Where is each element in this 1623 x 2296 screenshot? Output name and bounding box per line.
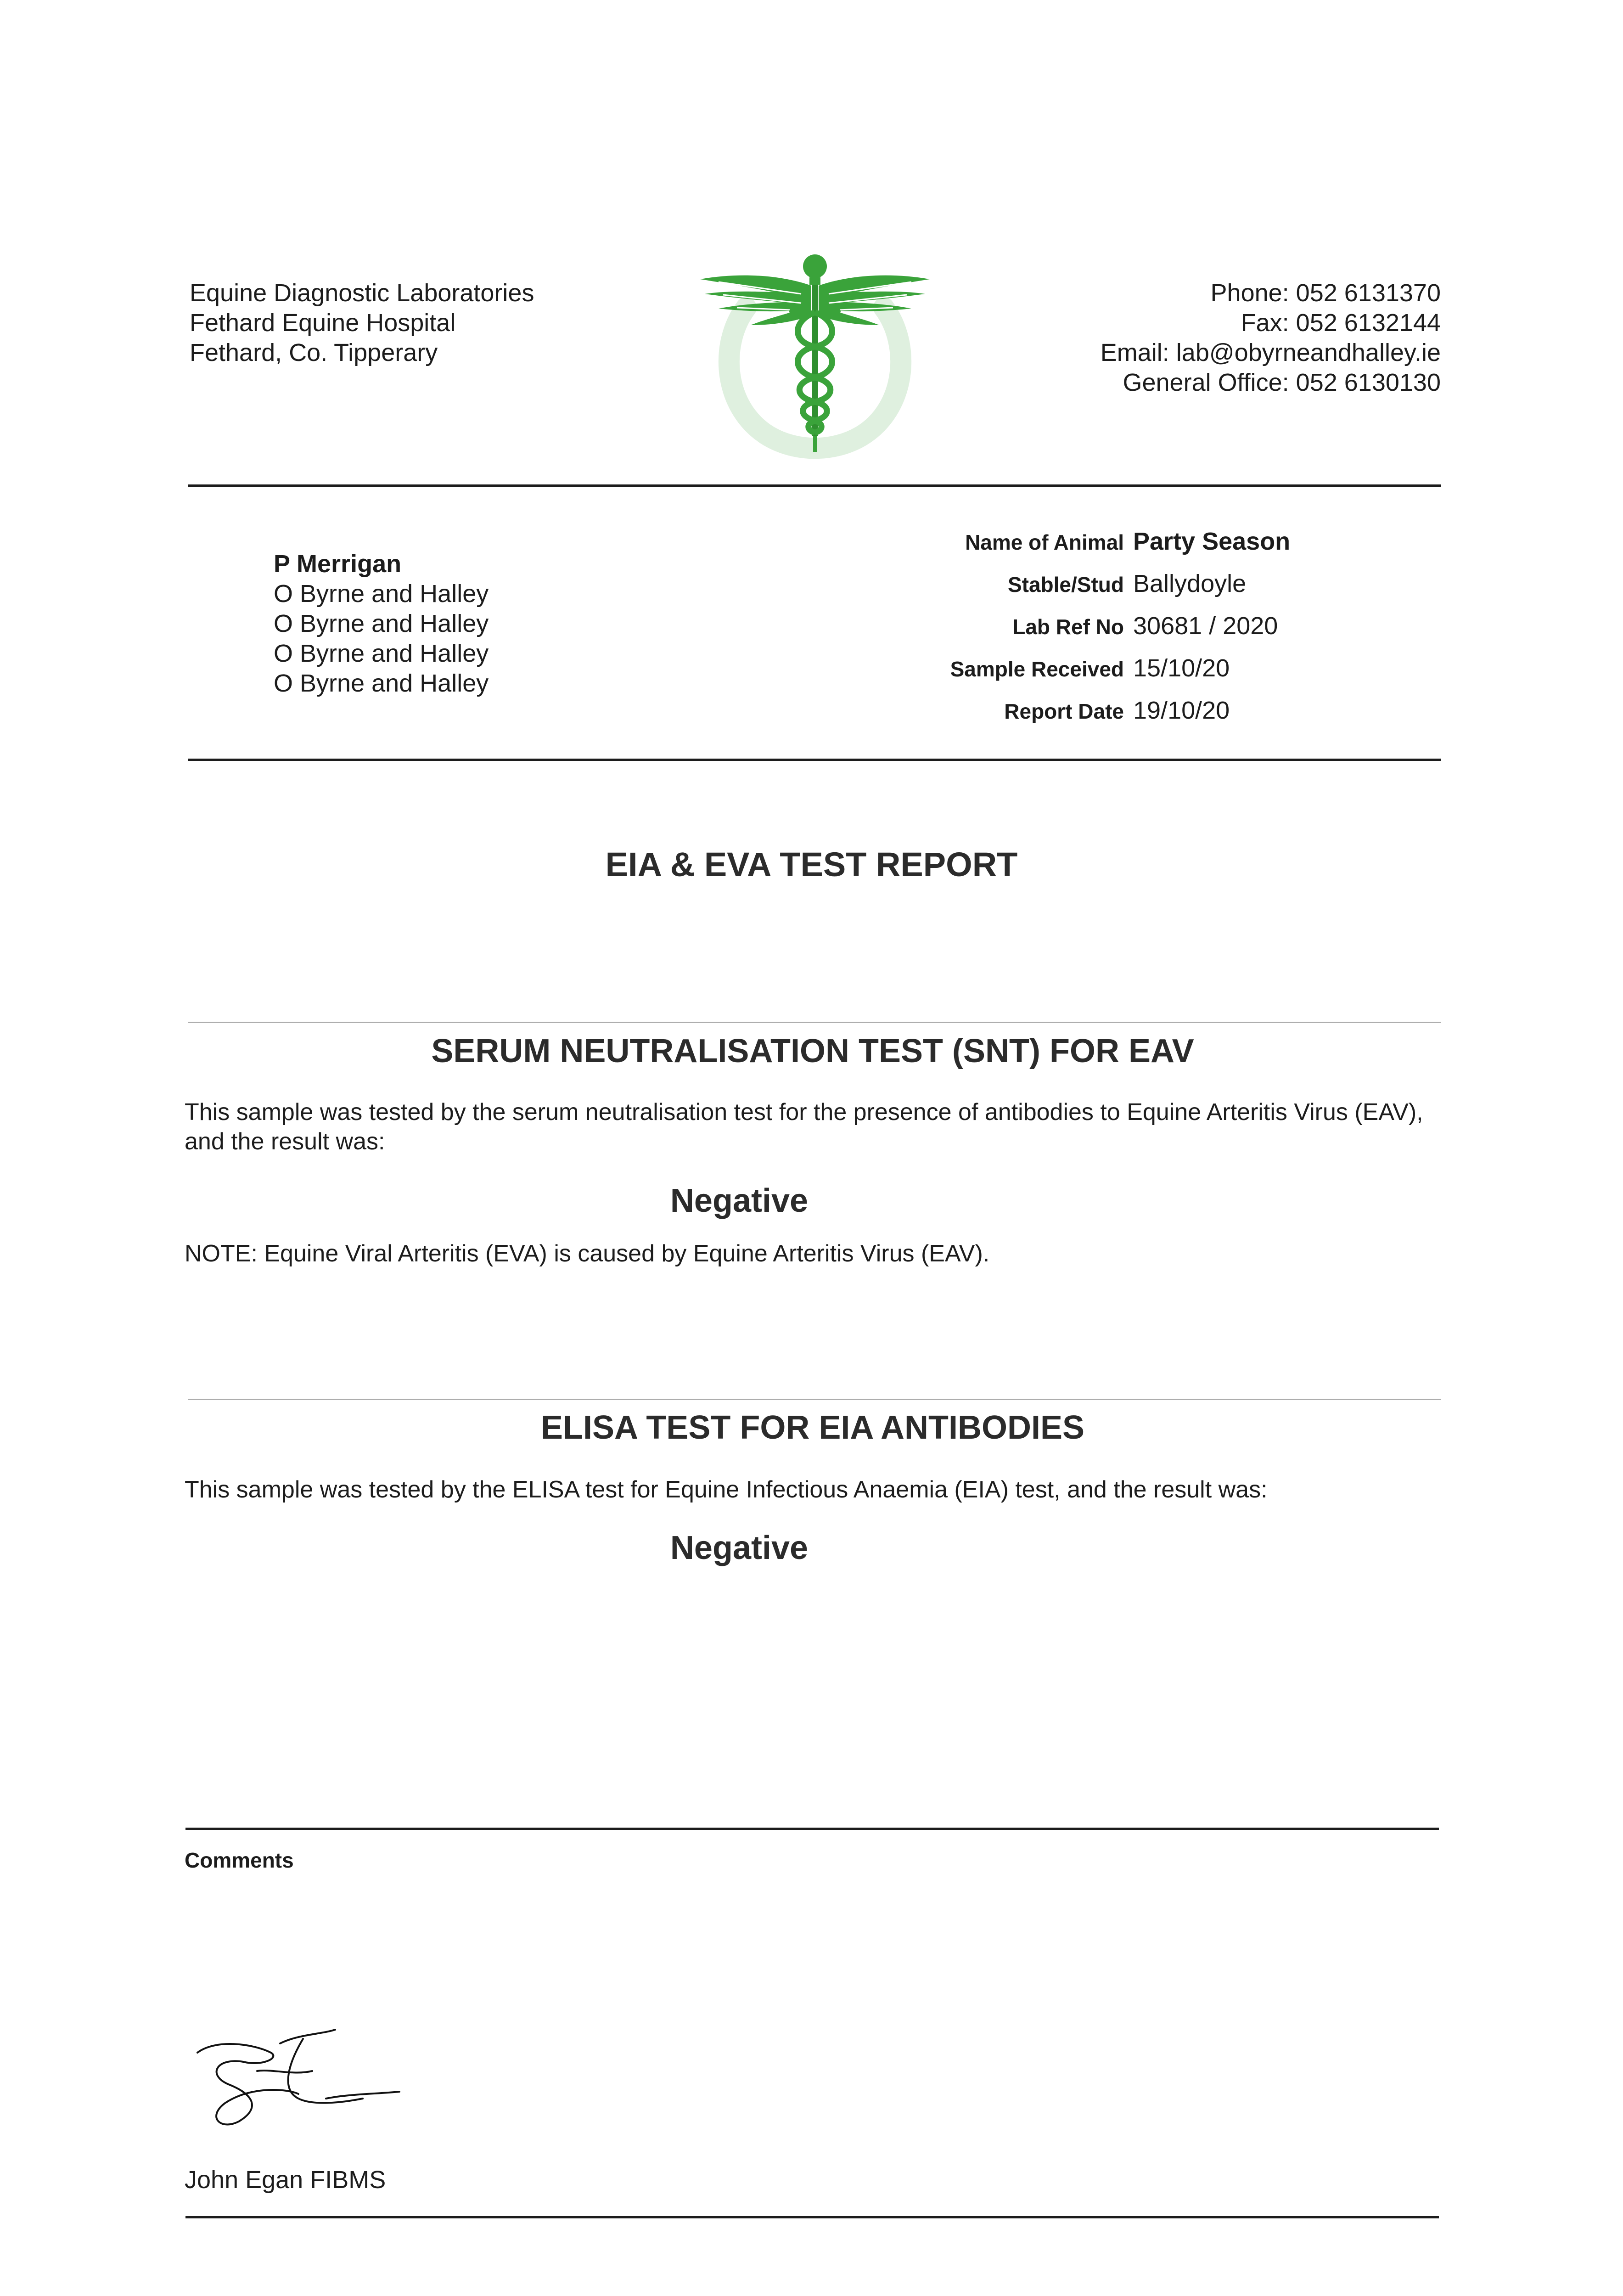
lab-address-line: Fethard Equine Hospital — [190, 309, 456, 337]
detail-value: Party Season — [1133, 528, 1291, 555]
recipient-line: O Byrne and Halley — [274, 640, 489, 667]
snt-description: This sample was tested by the serum neutralisation test for the presence of antibodies to Equine Arteritis Virus (EAV), and the result was: — [185, 1099, 1423, 1155]
header-divider — [188, 484, 1441, 487]
recipient-line: O Byrne and Halley — [274, 580, 489, 608]
contact-fax: Fax: 052 6132144 — [1241, 309, 1441, 337]
lab-address-line: Equine Diagnostic Laboratories — [190, 279, 534, 307]
recipient-line: O Byrne and Halley — [274, 610, 489, 637]
detail-value: 30681 / 2020 — [1133, 612, 1278, 640]
contact-email: Email: lab@obyrneandhalley.ie — [1100, 339, 1441, 366]
footer-divider — [185, 2216, 1439, 2218]
contact-general-office: General Office: 052 6130130 — [1123, 369, 1441, 396]
elisa-result: Negative — [670, 1530, 809, 1566]
signature-icon — [188, 2025, 404, 2135]
snt-divider — [188, 1022, 1441, 1023]
detail-label: Sample Received — [950, 657, 1124, 681]
detail-row-sample-received — [872, 650, 1469, 692]
recipient-name: P Merrigan — [274, 550, 402, 578]
recipient-line: O Byrne and Halley — [274, 670, 489, 697]
snt-note: NOTE: Equine Viral Arteritis (EVA) is caused by Equine Arteritis Virus (EAV). — [185, 1240, 990, 1267]
animal-details — [872, 523, 1469, 735]
elisa-description: This sample was tested by the ELISA test for Equine Infectious Anaemia (EIA) test, and the result was: — [185, 1476, 1268, 1503]
report-title: EIA & EVA TEST REPORT — [605, 845, 1018, 884]
detail-label: Stable/Stud — [1007, 573, 1124, 597]
detail-label: Lab Ref No — [1012, 615, 1124, 639]
details-divider — [188, 759, 1441, 761]
contact-phone: Phone: 052 6131370 — [1210, 279, 1441, 307]
snt-result: Negative — [670, 1182, 809, 1219]
elisa-section-title: ELISA TEST FOR EIA ANTIBODIES — [540, 1409, 1085, 1446]
comments-divider — [185, 1828, 1439, 1830]
detail-value: 19/10/20 — [1133, 697, 1230, 724]
detail-value: 15/10/20 — [1133, 654, 1230, 682]
lab-contact — [1010, 278, 1441, 398]
detail-label: Name of Animal — [965, 530, 1124, 554]
signatory-name: John Egan FIBMS — [185, 2166, 386, 2194]
detail-value: Ballydoyle — [1133, 570, 1247, 597]
lab-address-line: Fethard, Co. Tipperary — [190, 339, 438, 366]
detail-row-stable — [872, 566, 1469, 608]
comments-label: Comments — [185, 1848, 294, 1872]
recipient-address — [274, 549, 489, 698]
lab-address — [190, 278, 534, 368]
detail-label: Report Date — [1004, 699, 1124, 723]
caduceus-logo-icon — [691, 243, 939, 459]
detail-row-lab-ref — [872, 608, 1469, 650]
snt-section-title: SERUM NEUTRALISATION TEST (SNT) FOR EAV — [431, 1033, 1194, 1069]
detail-row-report-date — [872, 692, 1469, 735]
elisa-divider — [188, 1399, 1441, 1400]
detail-row-animal-name — [872, 523, 1469, 566]
